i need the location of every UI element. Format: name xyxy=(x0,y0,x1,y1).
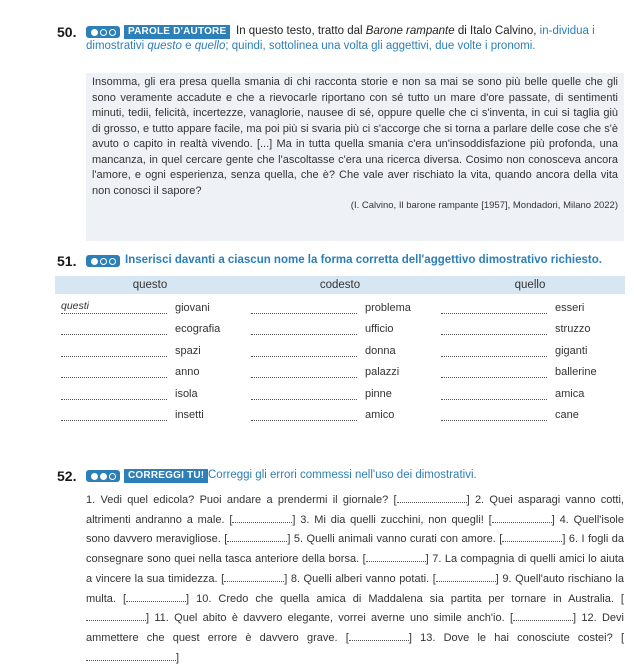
noun-label: amico xyxy=(365,409,395,421)
passage-text: Insomma, gli era presa quella smania di chi racconta storie e non sa mai se sono più belle quelle che gli sono veramente accadute e che a rievocarle riportano con sé tutto un mare d'ore passate, di sentimenti minuti, tedii, felicità, incertezze, vanaglorie, nausee di sé, oppure quelle che ci s'inventa, in cui si taglia giù di grosso, e tutto appare facile, ma poi più si svaria più ci s'accorge che si torna a parlare delle cose che s'è avuto o capito in realtà vivendo. [...] Ma in tutta quella smania c'era un'insoddisfazione più profonda, una mancanza, in quel cercare gente che l'ascoltasse c'era una ricerca diversa. Cosimo non conosceva ancora l'amore, e ogni esperienza, senza quella, che è? Che vale aver rischiato la vita, quando ancora della vita non conosci il sapore? xyxy=(92,76,618,197)
noun-label: donna xyxy=(365,344,396,357)
correction-item: 4. Quell'isole sono davvero meravigliose. [ ] xyxy=(86,513,624,546)
answer-blank[interactable] xyxy=(441,365,547,378)
noun-label: spazi xyxy=(175,344,201,357)
table-cell xyxy=(55,387,245,402)
item-text: Quell'auto rischiano la multa. xyxy=(86,572,624,605)
item-text: Mi dia quelli zucchini, non quegli! xyxy=(314,513,489,526)
table-cell xyxy=(55,408,245,423)
table-cell xyxy=(435,408,625,423)
difficulty-dot-icon xyxy=(91,473,98,480)
item-text: Dove le hai conosciute costei? xyxy=(443,631,621,644)
answer-blank[interactable] xyxy=(251,301,357,314)
correction-item: 10. Credo che quella amica di Maddalena sia partita per tornare in Australia. [] xyxy=(86,593,624,625)
answer-blank[interactable] xyxy=(86,650,176,661)
table-row xyxy=(55,380,625,402)
correction-item: 8. Quelli alberi vanno potati. [ ] xyxy=(290,572,503,585)
item-number: 13. xyxy=(420,631,444,644)
table-cell xyxy=(245,408,435,423)
answer-blank[interactable] xyxy=(61,344,167,357)
item-number: 4. xyxy=(559,513,574,526)
answer-blank[interactable] xyxy=(232,512,292,523)
correction-item: 5. Quelli animali vanno curati con amore. [ ] xyxy=(293,533,569,546)
table-cell xyxy=(245,344,435,359)
table-cell xyxy=(55,344,245,359)
exercise-52-number: 52. xyxy=(57,468,77,484)
noun-label: struzzo xyxy=(555,323,591,335)
item-number: 3. xyxy=(300,513,315,526)
exercise-51-number: 51. xyxy=(57,253,77,269)
item-text: La compagnia di quelli amici lo aiuta a vincere la sua timidezza. xyxy=(86,553,624,585)
item-number: 7. xyxy=(432,553,445,566)
answer-blank[interactable] xyxy=(227,531,287,542)
difficulty-dot-icon xyxy=(100,473,107,480)
item-number: 2. xyxy=(474,494,490,506)
answer-blank[interactable] xyxy=(126,591,186,602)
column-header-quello: quello xyxy=(514,279,546,291)
demonstrative-table xyxy=(55,276,625,423)
answer-blank[interactable] xyxy=(397,492,467,503)
table-row xyxy=(55,294,625,316)
answer-blank[interactable] xyxy=(502,531,562,542)
answer-blank[interactable] xyxy=(251,322,357,335)
noun-label: problema xyxy=(365,301,411,314)
answer-blank[interactable] xyxy=(513,610,573,621)
item-text: Quelli animali vanno curati con amore. xyxy=(306,533,500,546)
answer-blank[interactable] xyxy=(61,322,167,335)
exercise-50-number: 50. xyxy=(57,24,77,40)
noun-label: ballerine xyxy=(555,366,597,378)
answer-blank[interactable] xyxy=(251,344,357,357)
table-cell xyxy=(55,365,245,380)
difficulty-indicator xyxy=(86,470,120,482)
correction-item: 11. Quel abito è davvero elegante, vorrei averne uno simile anch'io. [ ] xyxy=(154,612,582,625)
answer-blank[interactable] xyxy=(86,610,146,621)
table-cell xyxy=(435,322,625,337)
item-text: I fogli da consegnare sono quei nella tasca anteriore della borsa. xyxy=(86,533,624,566)
item-number: 12. xyxy=(581,612,602,625)
exercise-52-items xyxy=(86,491,624,668)
noun-label: pinne xyxy=(365,387,392,400)
calvino-passage xyxy=(86,73,624,241)
item-number: 5. xyxy=(293,533,307,546)
correction-item: 7. La compagnia di quelli amici lo aiuta a vincere la sua timidezza. [ ] xyxy=(86,553,624,585)
item-text: Quel abito è davvero elegante, vorrei averne uno simile anch'io. xyxy=(174,612,510,625)
answer-blank[interactable] xyxy=(436,571,496,582)
difficulty-dot-empty-icon xyxy=(109,258,116,265)
table-row xyxy=(55,316,625,338)
answer-blank[interactable] xyxy=(349,630,409,641)
item-number: 10. xyxy=(196,592,219,605)
noun-label: giganti xyxy=(555,344,588,357)
item-text: Quell'isole sono davvero meravigliose. xyxy=(86,513,624,546)
table-cell xyxy=(245,322,435,337)
column-header-codesto: codesto xyxy=(319,279,361,291)
answer-blank[interactable] xyxy=(61,387,167,400)
item-text: Devi ammettere che quest errore è davvero grave. xyxy=(86,612,624,644)
noun-label: ufficio xyxy=(365,323,394,335)
exercise-52-tag: CORREGGI TU! xyxy=(124,469,208,483)
difficulty-dot-icon xyxy=(91,258,98,265)
item-text: Quelli alberi vanno potati. xyxy=(303,572,433,585)
noun-label: esseri xyxy=(555,301,585,314)
item-text: Credo che quella amica di Maddalena sia partita per tornare in Australia. xyxy=(218,592,621,605)
item-number: 1. xyxy=(86,494,101,506)
noun-label: ecografia xyxy=(175,323,221,335)
item-number: 6. xyxy=(568,533,582,546)
difficulty-dot-empty-icon xyxy=(100,258,107,265)
item-text: Vedi quel edicola? Puoi andare a prendermi il giornale? xyxy=(100,494,394,506)
answer-blank[interactable] xyxy=(441,344,547,357)
answer-blank[interactable] xyxy=(441,387,547,400)
table-cell xyxy=(435,365,625,380)
item-number: 8. xyxy=(290,572,304,585)
answer-blank[interactable] xyxy=(441,408,547,421)
correction-item: 6. I fogli da consegnare sono quei nella tasca anteriore della borsa. [ ] xyxy=(86,533,624,566)
table-row xyxy=(55,337,625,359)
item-number: 11. xyxy=(154,612,175,625)
answer-blank[interactable] xyxy=(441,301,547,314)
item-text: Quei asparagi vanno cotti, altrimenti andranno a male. xyxy=(86,494,624,526)
table-cell xyxy=(55,301,245,316)
answer-blank[interactable] xyxy=(61,408,167,421)
table-cell xyxy=(245,387,435,402)
difficulty-indicator xyxy=(86,255,120,267)
table-cell xyxy=(435,387,625,402)
answer-blank[interactable] xyxy=(492,512,552,523)
answer-blank[interactable] xyxy=(251,408,357,421)
noun-label: anno xyxy=(175,366,200,378)
answer-blank[interactable] xyxy=(251,387,357,400)
column-header-questo: questo xyxy=(132,279,168,291)
answer-blank[interactable] xyxy=(224,571,284,582)
table-cell xyxy=(245,365,435,380)
answer-blank[interactable] xyxy=(61,365,167,378)
noun-label: isola xyxy=(175,387,198,400)
noun-label: giovani xyxy=(175,301,210,314)
item-number: 9. xyxy=(502,572,516,585)
table-cell xyxy=(245,301,435,316)
correction-item: 2. Quei asparagi vanno cotti, altrimenti andranno a male. [ ] xyxy=(86,494,624,526)
example-answer[interactable]: questi xyxy=(61,301,167,314)
table-header xyxy=(55,276,625,294)
table-cell xyxy=(55,322,245,337)
noun-label: amica xyxy=(555,387,585,400)
correction-item: 9. Quell'auto rischiano la multa. [ ] xyxy=(86,572,624,605)
noun-label: palazzi xyxy=(365,366,400,378)
exercise-52-instruction: Correggi gli errori commessi nell'uso dei dimostrativi. xyxy=(208,469,477,481)
noun-label: cane xyxy=(555,409,579,421)
table-row xyxy=(55,402,625,424)
exercise-50-instruction: In questo testo, tratto dal Barone rampante di Italo Calvino, in-dividua i dimostrativi questo e quello; quindi, sottolinea una volta gli aggettivi, due volte i pronomi. xyxy=(86,25,595,52)
passage-citation: (I. Calvino, Il barone rampante [1957], Mondadori, Milano 2022) xyxy=(350,200,618,211)
correction-item: 12. Devi ammettere che quest errore è davvero grave. [ ] xyxy=(86,612,624,644)
exercise-50-tag: PAROLE D'AUTORE xyxy=(124,25,230,39)
correction-item: 1. Vedi quel edicola? Puoi andare a prendermi il giornale? [ ] xyxy=(86,494,475,506)
answer-blank[interactable] xyxy=(366,551,426,562)
table-cell xyxy=(435,344,625,359)
correction-item: 13. Dove le hai conosciute costei? [] xyxy=(86,632,624,664)
table-row xyxy=(55,359,625,381)
exercise-51-instruction: Inserisci davanti a ciascun nome la forma corretta dell'aggettivo dimostrativo richiesto. xyxy=(125,254,602,266)
difficulty-dot-empty-icon xyxy=(109,473,116,480)
noun-label: insetti xyxy=(175,409,204,421)
answer-blank[interactable] xyxy=(441,322,547,335)
correction-item: 3. Mi dia quelli zucchini, non quegli! [ ] xyxy=(300,513,560,526)
table-cell xyxy=(435,301,625,316)
answer-blank[interactable] xyxy=(251,365,357,378)
